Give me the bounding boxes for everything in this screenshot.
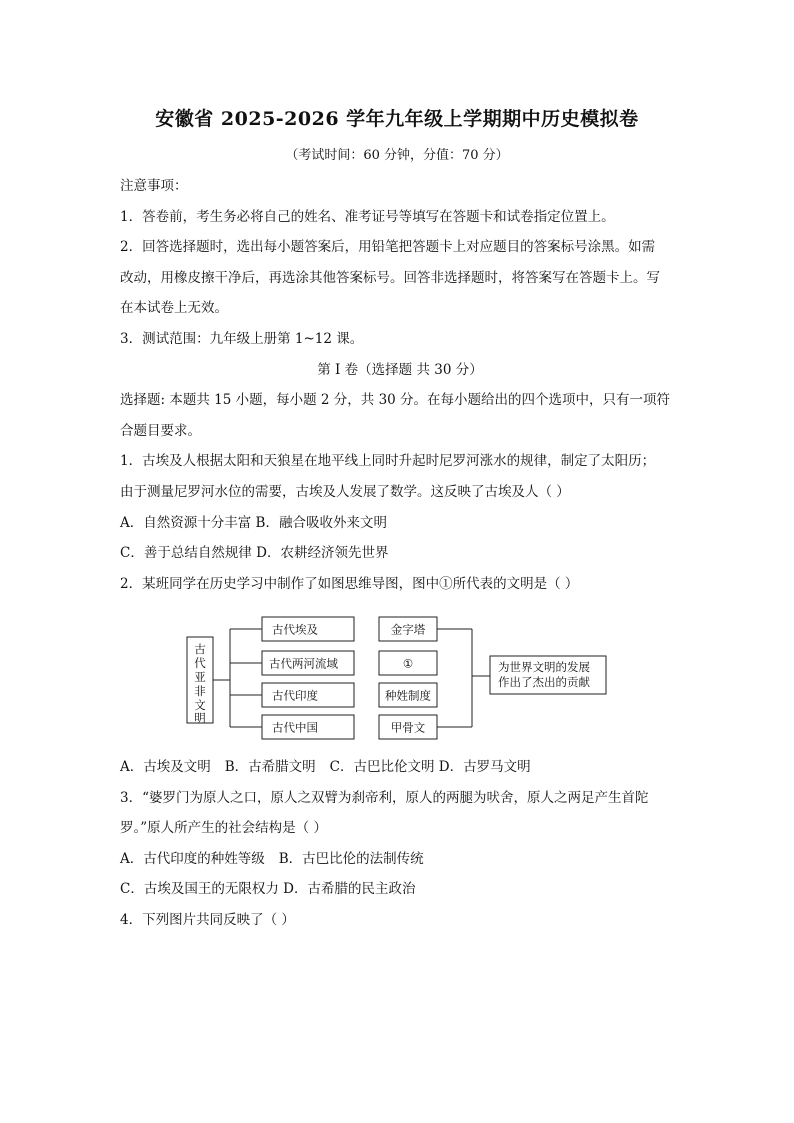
mind-map-root-char: 明 — [194, 711, 206, 725]
notice-line: 在本试卷上无效。 — [120, 300, 228, 317]
question-1-stem: 1．古埃及人根据太阳和天狼星在地平线上同时升起时尼罗河涨水的规律，制定了太阳历； — [120, 453, 656, 470]
conclusion-line: 为世界文明的发展 — [498, 660, 590, 674]
q3-option-b: B．古巴比伦的法制传统 — [278, 850, 424, 867]
page-title: 安徽省 2025-2026 学年九年级上学期期中历史模拟卷 — [155, 108, 639, 130]
question-4-stem: 4．下列图片共同反映了（ ） — [120, 911, 295, 928]
conclusion-line: 作出了杰出的贡献 — [498, 675, 590, 689]
notice-line: 2．回答选择题时，选出每小题答案后，用铅笔把答题卡上对应题目的答案标号涂黑。如需 — [120, 239, 656, 256]
question-3-options: C．古埃及国王的无限权力 D．古希腊的民主政治 — [120, 881, 416, 898]
q2-option-cd: C．古巴比伦文明 D．古罗马文明 — [329, 759, 531, 775]
questions-continued — [120, 752, 680, 936]
q3-option-a: A．古代印度的种姓等级 — [120, 850, 265, 867]
civ-label: 古代两河流域 — [269, 656, 338, 671]
mind-map-diagram — [186, 612, 610, 744]
notice-line: 1．答卷前，考生务必将自己的姓名、准考证号等填写在答题卡和试卷指定位置上。 — [120, 208, 615, 225]
item-label: 种姓制度 — [385, 688, 431, 703]
notice-line: 改动，用橡皮擦干净后，再选涂其他答案标号。回答非选择题时，将答案写在答题卡上。写 — [120, 269, 660, 286]
civ-label: 古代中国 — [272, 720, 318, 735]
exam-info: （考试时间：60 分钟，分值：70 分） — [285, 148, 509, 163]
q2-option-b: B．古希腊文明 — [224, 759, 316, 775]
mind-map-root-char: 代 — [194, 656, 206, 670]
question-2-options — [120, 752, 680, 783]
mind-map-root-char: 文 — [194, 698, 206, 712]
item-label: ① — [402, 656, 414, 671]
mind-map-root-char: 古 — [194, 642, 206, 656]
notice-line: 3．测试范围：九年级上册第 1~12 课。 — [120, 330, 364, 347]
question-2-stem: 2．某班同学在历史学习中制作了如图思维导图，图中①所代表的文明是（ ） — [120, 575, 579, 592]
mind-map-root-char: 亚 — [194, 670, 206, 684]
question-1-options: C．善于总结自然规律 D．农耕经济领先世界 — [120, 545, 389, 562]
question-3-options — [120, 844, 680, 875]
question-3-stem: 3．“婆罗门为原人之口，原人之双臂为刹帝利，原人的两腿为吠舍，原人之两足产生首陀 — [120, 789, 649, 806]
notice-heading: 注意事项： — [120, 178, 188, 194]
notice-section — [120, 171, 680, 599]
section-heading: 第 I 卷（选择题 共 30 分） — [317, 361, 483, 378]
civ-label: 古代埃及 — [272, 622, 318, 637]
question-1-options: A．自然资源十分丰富 B．融合吸收外来文明 — [120, 514, 387, 531]
civ-label: 古代印度 — [272, 688, 318, 703]
question-1-stem: 由于测量尼罗河水位的需要，古埃及人发展了数学。这反映了古埃及人（ ） — [120, 483, 570, 500]
section-intro: 选择题: 本题共 15 小题，每小题 2 分，共 30 分。在每小题给出的四个选项中，只有一项符 — [120, 392, 671, 409]
q2-option-a: A．古埃及文明 — [120, 759, 211, 775]
item-label: 金字塔 — [390, 622, 426, 637]
item-label: 甲骨文 — [390, 720, 426, 735]
mind-map-root-char: 非 — [194, 684, 206, 698]
question-3-stem: 罗。”原人所产生的社会结构是（ ） — [120, 820, 327, 837]
section-intro: 合题目要求。 — [120, 422, 201, 439]
